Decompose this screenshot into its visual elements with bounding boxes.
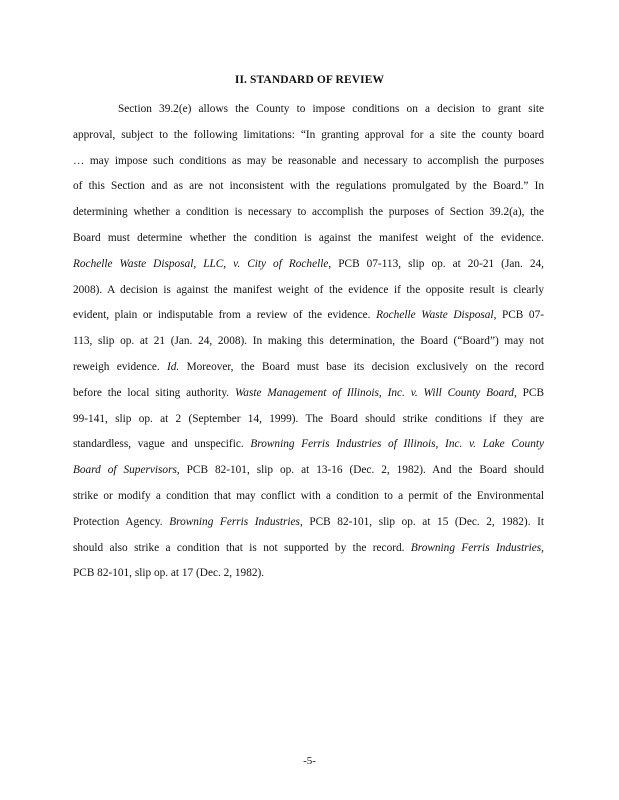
text-run: evident, plain or indisputable from a review of the evidence.	[73, 309, 377, 322]
text-line	[73, 329, 544, 355]
case-citation: Board of Supervisors	[73, 464, 177, 477]
page-number: -5-	[303, 755, 316, 767]
text-run: Board must determine whether the condition is against the manifest weight of the evidence.	[73, 231, 544, 244]
text-run: strike or modify a condition that may conflict with a condition to a permit of the Environmental	[73, 489, 544, 502]
case-citation: Browning Ferris Industries of Illinois, Inc. v. Lake County	[250, 438, 544, 451]
text-line	[73, 123, 544, 149]
text-run: approval, subject to the following limitations: “In granting approval for a site the county board	[73, 128, 544, 141]
text-run: Section 39.2(e) allows the County to impose conditions on a decision to grant site	[118, 103, 544, 115]
text-run: Moreover, the Board must base its decision exclusively on the record	[179, 360, 544, 373]
case-citation: Rochelle Waste Disposal	[376, 309, 494, 322]
text-run: , PCB 07-	[493, 309, 544, 322]
text-run: before the local siting authority.	[73, 386, 235, 399]
text-run: Protection Agency.	[73, 515, 170, 528]
text-line	[73, 174, 544, 200]
text-run: 113, slip op. at 21 (Jan. 24, 2008). In making this determination, the Board (“Board”) may not	[73, 335, 544, 348]
case-citation: Browning Ferris Industries	[410, 541, 542, 554]
text-run: 99-141, slip op. at 2 (September 14, 1999). The Board should strike conditions if they are	[73, 412, 544, 425]
text-line	[73, 458, 544, 484]
text-line	[73, 381, 544, 407]
text-line	[73, 149, 544, 175]
text-line	[73, 252, 544, 278]
text-run: should also strike a condition that is not supported by the record.	[73, 541, 411, 554]
case-citation: Waste Management of Illinois, Inc. v. Will County Board	[234, 386, 514, 399]
text-run: reweigh evidence.	[73, 360, 168, 373]
text-line	[73, 278, 544, 304]
text-line	[73, 407, 544, 433]
case-citation: Browning Ferris Industries	[169, 515, 300, 528]
text-run: , PCB 07-113, slip op. at 20-21 (Jan. 24,	[328, 257, 544, 270]
text-line	[73, 432, 544, 458]
text-run: , PCB 82-101, slip op. at 15 (Dec. 2, 1982). It	[299, 515, 544, 528]
section-heading: II. STANDARD OF REVIEW	[234, 74, 385, 86]
text-run: … may impose such conditions as may be reasonable and necessary to accomplish the purposes	[73, 154, 544, 167]
case-citation: Rochelle Waste Disposal, LLC, v. City of Rochelle	[73, 257, 329, 270]
text-run: , PCB	[513, 386, 544, 399]
text-line	[73, 97, 544, 123]
text-line	[73, 561, 544, 587]
text-run: PCB 82-101, slip op. at 17 (Dec. 2, 1982).	[73, 567, 265, 580]
text-run: 2008). A decision is against the manifest weight of the evidence if the opposite result is clearly	[73, 283, 544, 296]
text-line	[73, 510, 544, 536]
case-citation: Id.	[167, 360, 180, 373]
text-line	[73, 536, 544, 562]
text-line	[73, 226, 544, 252]
text-run: ,	[541, 541, 544, 554]
body-paragraph	[73, 97, 544, 637]
text-line	[73, 303, 544, 329]
text-line	[73, 200, 544, 226]
text-run: determining whether a condition is necessary to accomplish the purposes of Section 39.2(a), the	[73, 206, 544, 219]
text-run: of this Section and as are not inconsistent with the regulations promulgated by the Board.” In	[73, 180, 544, 193]
text-run: , PCB 82-101, slip op. at 13-16 (Dec. 2, 1982). And the Board should	[176, 464, 544, 477]
text-line	[73, 355, 544, 381]
text-line	[73, 484, 544, 510]
text-run: standardless, vague and unspecific.	[73, 438, 251, 451]
